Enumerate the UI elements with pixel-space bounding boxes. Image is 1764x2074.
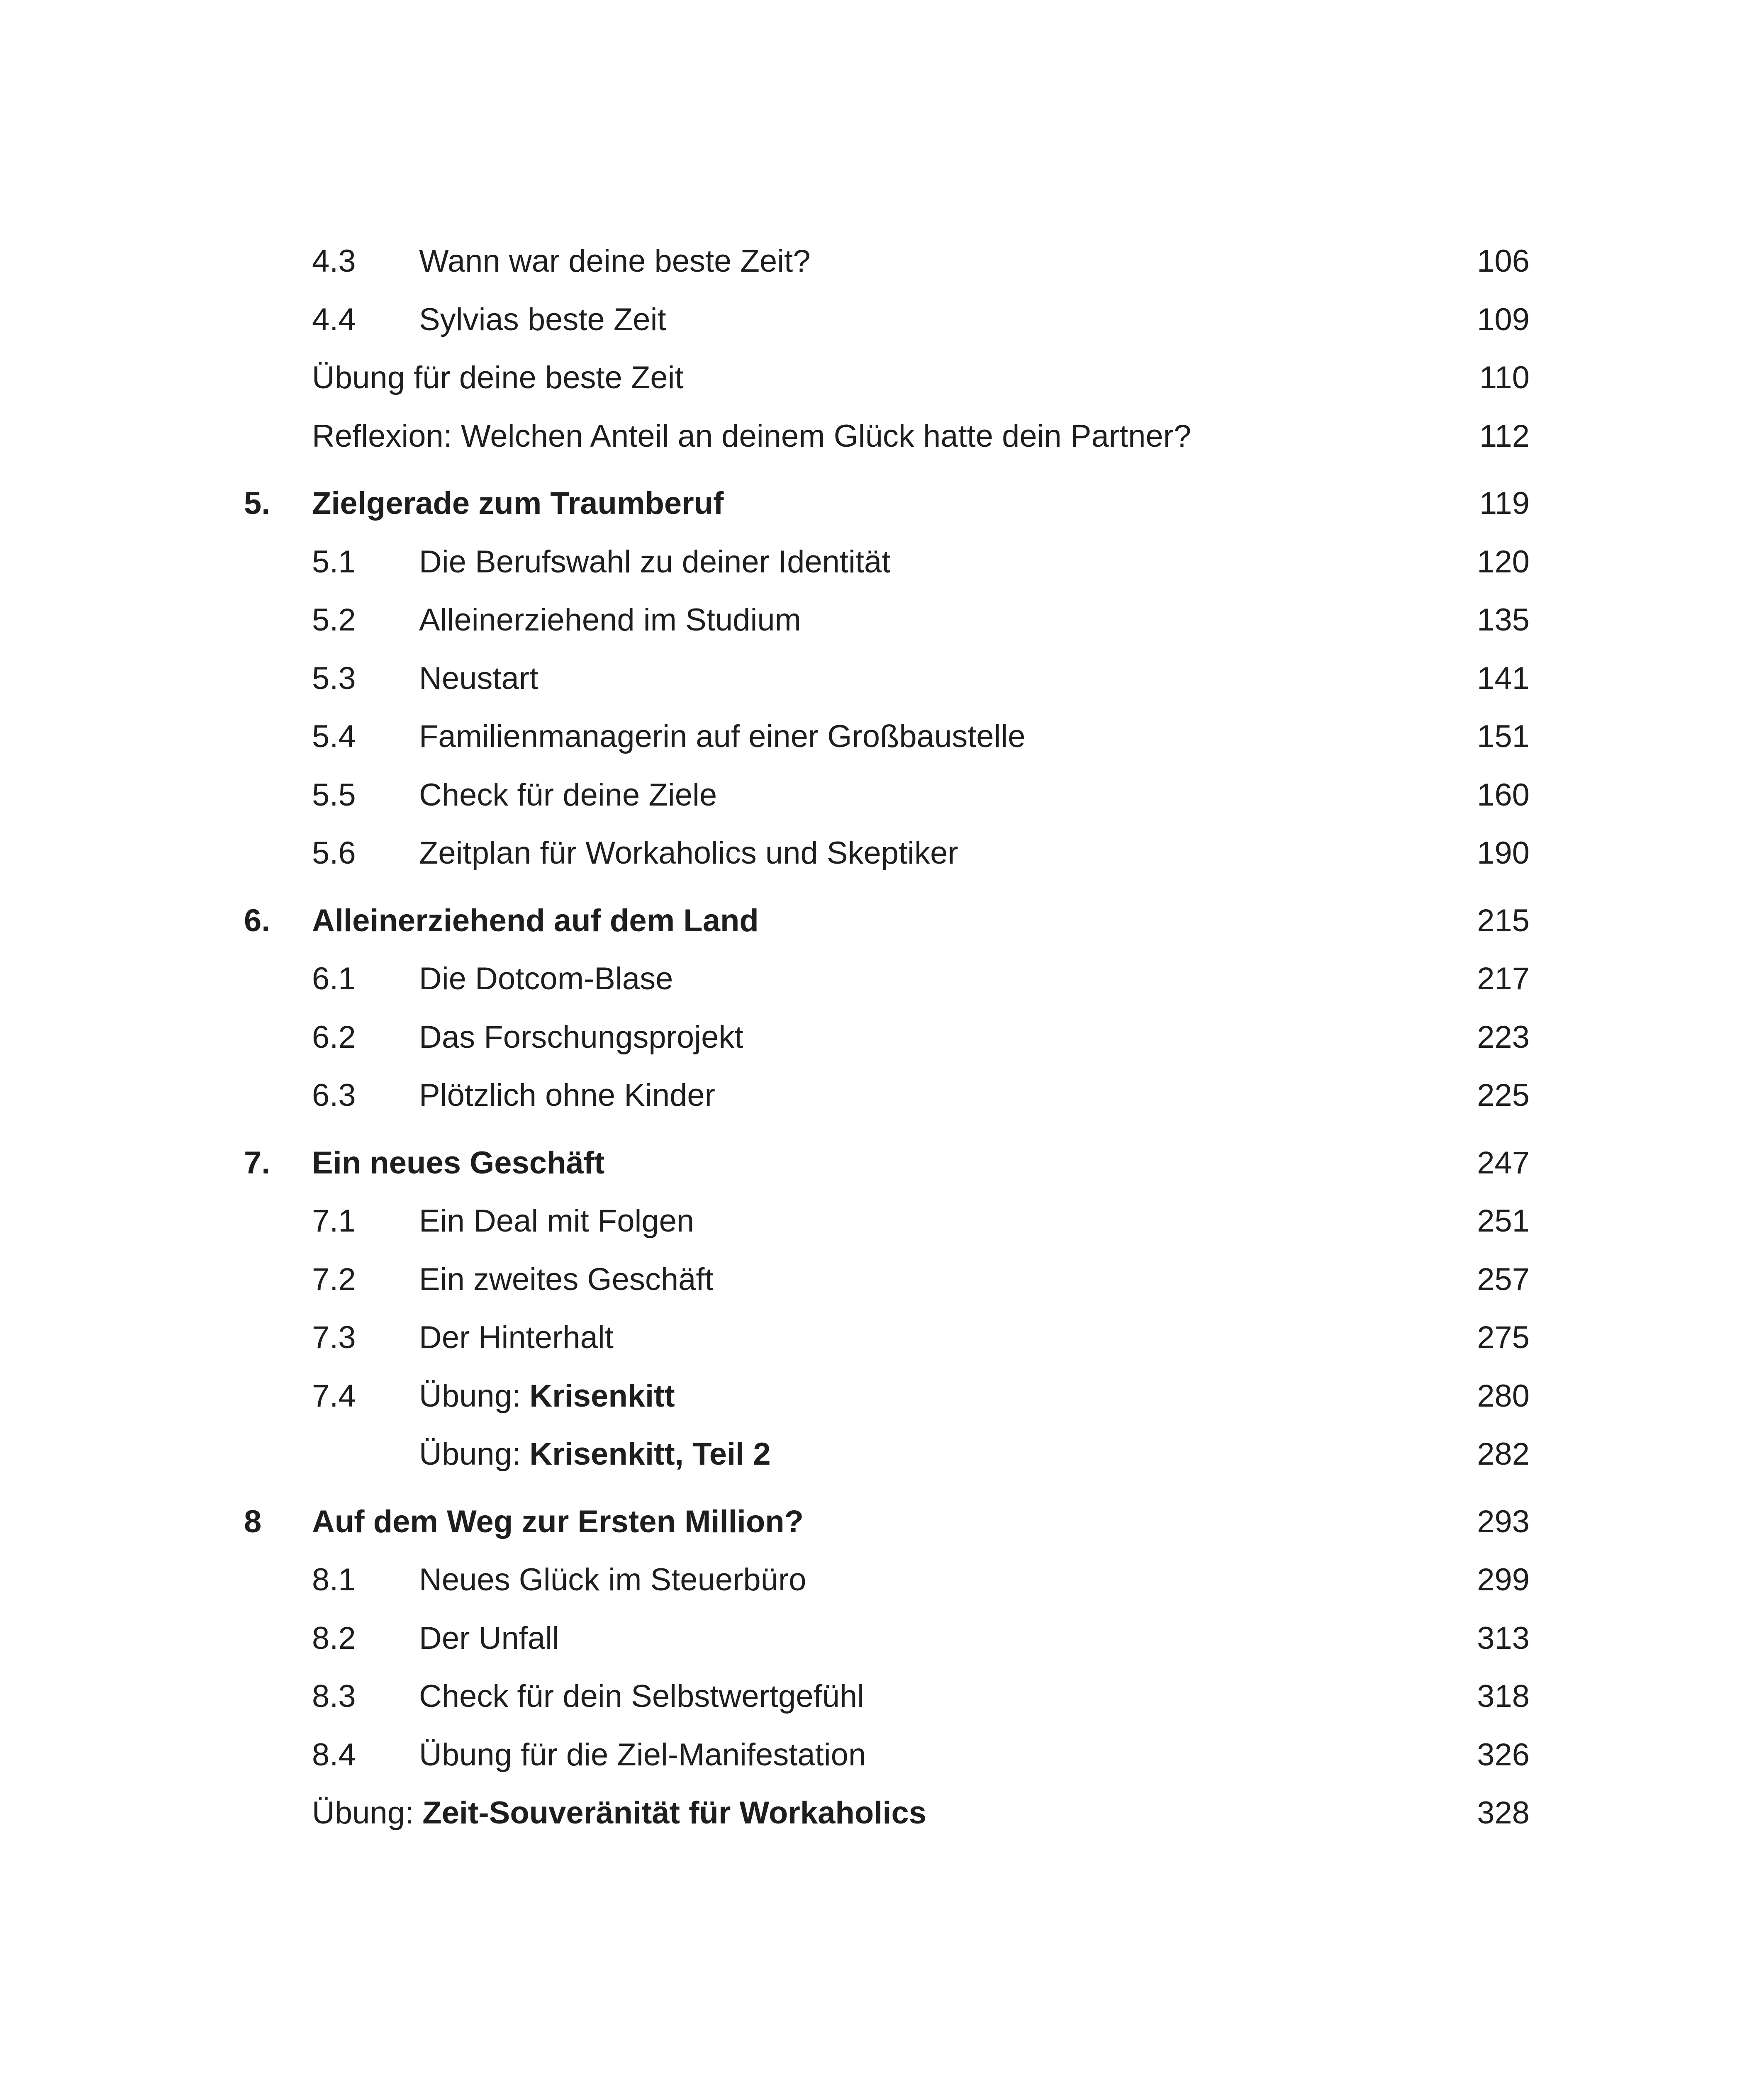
page-number: 110 — [1479, 360, 1530, 395]
toc-entry — [0, 1313, 1764, 1363]
section-number: 8.2 — [312, 1621, 356, 1656]
section-number: 7.1 — [312, 1203, 356, 1239]
toc-entry — [0, 654, 1764, 704]
entry-title: Neues Glück im Steuerbüro — [419, 1562, 806, 1597]
page-number: 119 — [1479, 486, 1530, 521]
entry-title: Sylvias beste Zeit — [419, 302, 666, 337]
toc-chapter-entry — [0, 1138, 1764, 1188]
toc-entry — [0, 1013, 1764, 1062]
section-number: 5.1 — [312, 544, 356, 579]
page-number: 299 — [1477, 1562, 1530, 1597]
section-number: 5.4 — [312, 719, 356, 754]
toc-chapter-entry — [0, 896, 1764, 946]
section-number: 5.3 — [312, 661, 356, 696]
chapter-title: Zielgerade zum Traumberuf — [312, 486, 724, 521]
section-number: 4.4 — [312, 302, 356, 337]
entry-title: Zeitplan für Workaholics und Skeptiker — [419, 835, 958, 871]
page-number: 151 — [1477, 719, 1530, 754]
page-number: 215 — [1477, 903, 1530, 938]
toc-entry — [0, 1614, 1764, 1663]
entry-title — [419, 1371, 675, 1421]
toc-entry — [0, 1371, 1764, 1421]
entry-title: Der Unfall — [419, 1621, 559, 1656]
entry-title: Check für deine Ziele — [419, 777, 717, 813]
page-number: 120 — [1477, 544, 1530, 579]
toc-chapter-entry — [0, 479, 1764, 528]
section-number: 5.2 — [312, 602, 356, 638]
toc-entry — [0, 1788, 1764, 1838]
toc-entry — [0, 1555, 1764, 1605]
chapter-number: 8 — [244, 1504, 262, 1539]
toc-entry — [0, 411, 1764, 461]
toc-entry — [0, 1255, 1764, 1305]
entry-title: Der Hinterhalt — [419, 1320, 614, 1355]
entry-title: Alleinerziehend im Studium — [419, 602, 801, 638]
entry-title — [419, 1429, 771, 1479]
toc-entry — [0, 954, 1764, 1004]
toc-entry — [0, 1730, 1764, 1780]
page-number: 160 — [1477, 777, 1530, 813]
entry-title: Ein Deal mit Folgen — [419, 1203, 694, 1239]
chapter-number: 5. — [244, 486, 270, 521]
section-number: 8.3 — [312, 1679, 356, 1714]
toc-entry — [0, 595, 1764, 645]
page-number: 257 — [1477, 1262, 1530, 1297]
entry-title: Check für dein Selbstwertgefühl — [419, 1679, 865, 1714]
toc-entry — [0, 537, 1764, 587]
toc-entry — [0, 353, 1764, 403]
page-number: 225 — [1477, 1078, 1530, 1113]
page-number: 217 — [1477, 961, 1530, 996]
chapter-title: Auf dem Weg zur Ersten Million? — [312, 1504, 804, 1539]
entry-title: Übung für die Ziel-Manifestation — [419, 1737, 866, 1772]
chapter-number: 7. — [244, 1145, 270, 1181]
page-number: 275 — [1477, 1320, 1530, 1355]
toc-entry — [0, 1071, 1764, 1120]
chapter-title: Ein neues Geschäft — [312, 1145, 605, 1181]
page-number: 326 — [1477, 1737, 1530, 1772]
page-number: 223 — [1477, 1020, 1530, 1055]
entry-title: Ein zweites Geschäft — [419, 1262, 714, 1297]
entry-title: Übung für deine beste Zeit — [312, 360, 684, 395]
toc-entry — [0, 1196, 1764, 1246]
toc-entry — [0, 712, 1764, 762]
title-prefix: Übung: — [419, 1378, 521, 1414]
title-prefix: Übung: — [312, 1795, 414, 1831]
section-number: 7.2 — [312, 1262, 356, 1297]
page-number: 135 — [1477, 602, 1530, 638]
title-bold-part: Krisenkitt — [529, 1378, 675, 1414]
toc-entry — [0, 828, 1764, 878]
section-number: 7.3 — [312, 1320, 356, 1355]
page-number: 328 — [1477, 1795, 1530, 1831]
page-number: 251 — [1477, 1203, 1530, 1239]
entry-title: Neustart — [419, 661, 538, 696]
page-number: 313 — [1477, 1621, 1530, 1656]
section-number: 5.6 — [312, 835, 356, 871]
entry-title: Das Forschungsprojekt — [419, 1020, 743, 1055]
section-number: 4.3 — [312, 243, 356, 279]
section-number: 5.5 — [312, 777, 356, 813]
page-number: 106 — [1477, 243, 1530, 279]
toc-entry — [0, 236, 1764, 286]
entry-title: Reflexion: Welchen Anteil an deinem Glück hatte dein Partner? — [312, 419, 1191, 454]
title-prefix: Übung: — [419, 1436, 521, 1472]
toc-entry — [0, 770, 1764, 820]
toc-entry — [0, 295, 1764, 345]
toc-entry — [0, 1672, 1764, 1721]
chapter-number: 6. — [244, 903, 270, 938]
title-bold-part: Zeit-Souveränität für Workaholics — [422, 1795, 927, 1831]
page-number: 293 — [1477, 1504, 1530, 1539]
page-number: 190 — [1477, 835, 1530, 871]
section-number: 6.3 — [312, 1078, 356, 1113]
page-number: 247 — [1477, 1145, 1530, 1181]
page-number: 282 — [1477, 1436, 1530, 1472]
page-number: 109 — [1477, 302, 1530, 337]
entry-title: Die Berufswahl zu deiner Identität — [419, 544, 891, 579]
page-number: 280 — [1477, 1378, 1530, 1414]
title-bold-part: Krisenkitt, Teil 2 — [529, 1436, 771, 1472]
toc-entry — [0, 1429, 1764, 1479]
section-number: 8.4 — [312, 1737, 356, 1772]
entry-title: Wann war deine beste Zeit? — [419, 243, 811, 279]
page-number: 112 — [1479, 419, 1530, 454]
entry-title: Familienmanagerin auf einer Großbaustelle — [419, 719, 1026, 754]
section-number: 7.4 — [312, 1378, 356, 1414]
chapter-title: Alleinerziehend auf dem Land — [312, 903, 759, 938]
entry-title: Plötzlich ohne Kinder — [419, 1078, 715, 1113]
page-number: 318 — [1477, 1679, 1530, 1714]
entry-title: Die Dotcom-Blase — [419, 961, 673, 996]
entry-title — [312, 1788, 926, 1838]
section-number: 8.1 — [312, 1562, 356, 1597]
section-number: 6.1 — [312, 961, 356, 996]
page-number: 141 — [1477, 661, 1530, 696]
section-number: 6.2 — [312, 1020, 356, 1055]
toc-chapter-entry — [0, 1497, 1764, 1547]
